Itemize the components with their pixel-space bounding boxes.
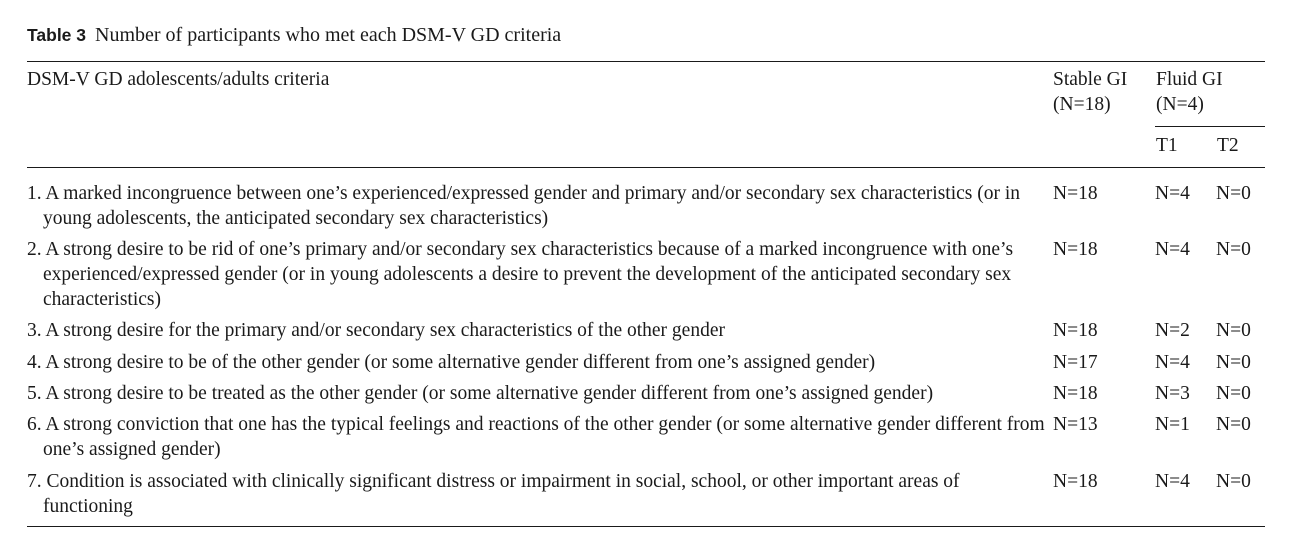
stable-gi-value: N=18 [1053, 383, 1098, 404]
criterion-text: 2. A strong desire to be rid of one’s primary and/or secondary sex characteristics because of a marked incongruence with one’s experienced/expressed gender (or in young adolescents a desire to prevent the development of the anticipated secondary sex characteristics) [27, 239, 1014, 310]
stable-gi-value: N=18 [1053, 471, 1098, 492]
criterion-text: 7. Condition is associated with clinically significant distress or impairment in social, school, or other important areas of functioning [27, 471, 960, 517]
criterion-text: 6. A strong conviction that one has the typical feelings and reactions of the other gender (or some alternative gender different from one’s assigned gender) [27, 414, 1045, 460]
fluid-t2-value: N=0 [1216, 414, 1251, 435]
fluid-t1-value: N=1 [1155, 414, 1190, 435]
stable-gi-value: N=18 [1053, 239, 1098, 260]
stable-gi-value: N=17 [1053, 352, 1098, 373]
fluid-t1-value: N=4 [1155, 183, 1190, 204]
fluid-t2-value: N=0 [1216, 183, 1251, 204]
stable-gi-value: N=18 [1053, 320, 1098, 341]
header-fluid-gi: Fluid GI [1156, 69, 1223, 90]
criterion-text: 4. A strong desire to be of the other gender (or some alternative gender different from one’s assigned gender) [27, 352, 876, 373]
fluid-t2-value: N=0 [1216, 239, 1251, 260]
table-title: Number of participants who met each DSM-V GD criteria [95, 24, 562, 46]
header-stable-gi: Stable GI [1053, 69, 1128, 90]
criterion-text: 5. A strong desire to be treated as the other gender (or some alternative gender different from one’s assigned gender) [27, 383, 934, 404]
header-criteria: DSM-V GD adolescents/adults criteria [27, 69, 330, 90]
stable-gi-value: N=18 [1053, 183, 1098, 204]
fluid-t1-value: N=3 [1155, 383, 1190, 404]
fluid-t2-value: N=0 [1216, 352, 1251, 373]
fluid-subheader-rule [1155, 126, 1265, 127]
fluid-t1-value: N=4 [1155, 239, 1190, 260]
header-t1: T1 [1156, 135, 1178, 156]
stable-gi-value: N=13 [1053, 414, 1098, 435]
header-t2: T2 [1217, 135, 1239, 156]
header-fluid-n: (N=4) [1156, 94, 1204, 115]
fluid-t2-value: N=0 [1216, 471, 1251, 492]
fluid-t1-value: N=4 [1155, 471, 1190, 492]
table-top-rule [27, 61, 1265, 62]
table-label: Table 3 [27, 25, 87, 45]
fluid-t2-value: N=0 [1216, 383, 1251, 404]
table-bottom-rule [27, 526, 1265, 527]
fluid-t2-value: N=0 [1216, 320, 1251, 341]
fluid-t1-value: N=4 [1155, 352, 1190, 373]
fluid-t1-value: N=2 [1155, 320, 1190, 341]
header-stable-n: (N=18) [1053, 94, 1111, 115]
header-bottom-rule [27, 167, 1265, 168]
criterion-text: 1. A marked incongruence between one’s experienced/expressed gender and primary and/or secondary sex characteristics (or in young adolescents, the anticipated secondary sex characteristics) [27, 183, 1021, 229]
criterion-text: 3. A strong desire for the primary and/or secondary sex characteristics of the other gender [27, 320, 725, 341]
table-caption [27, 24, 561, 47]
